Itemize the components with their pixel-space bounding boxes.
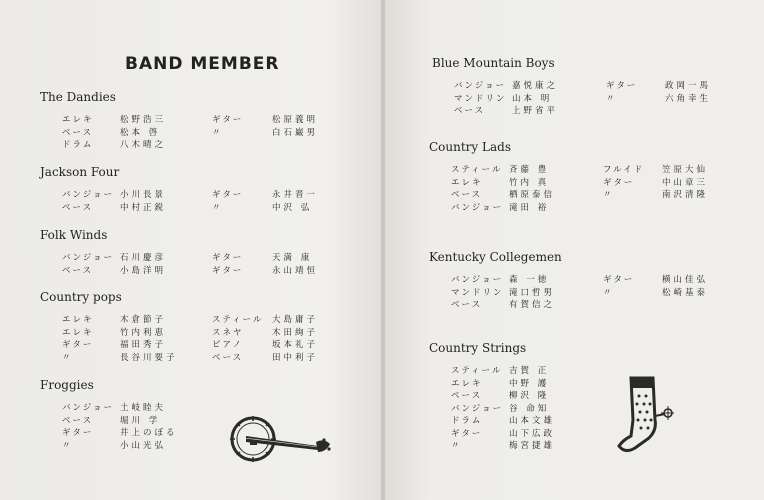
member-name: 嘉悦康之 <box>512 81 559 91</box>
instrument: マンドリン <box>451 287 504 298</box>
banjo-icon <box>226 412 336 472</box>
instrument: エレキ <box>62 115 94 125</box>
member-row <box>429 427 556 440</box>
band-block <box>40 165 319 213</box>
band-name: Country Strings <box>429 341 527 355</box>
instrument: スティール <box>451 366 503 376</box>
member-name: 井上のぼる <box>120 428 178 438</box>
member-name: 斉藤 豊 <box>509 165 550 175</box>
member-name: 政岡一馬 <box>665 81 712 91</box>
member-row <box>40 326 319 339</box>
instrument: フルイド <box>603 165 645 175</box>
member-name: 栖原泰信 <box>509 190 556 200</box>
member-name: 福田秀子 <box>120 340 167 350</box>
member-name: 大島庸子 <box>272 315 319 325</box>
band-name: Jackson Four <box>40 165 120 179</box>
member-row <box>40 401 167 414</box>
member-row <box>40 338 319 351</box>
member-name: 山本 明 <box>512 93 553 104</box>
band-block <box>429 250 709 311</box>
member-row <box>429 286 709 299</box>
member-row <box>40 126 319 139</box>
member-row <box>429 402 550 415</box>
member-row <box>40 414 161 427</box>
member-name: 六角幸生 <box>665 93 712 104</box>
member-name: 滝田 裕 <box>509 202 550 213</box>
member-name: 中村正鋭 <box>120 202 167 213</box>
instrument: ピアノ <box>212 340 243 350</box>
instrument: マンドリン <box>454 93 507 104</box>
band-name: The Dandies <box>40 90 116 104</box>
member-name: 坂本礼子 <box>272 340 319 350</box>
instrument: ギター <box>212 253 244 263</box>
member-name: 木田絢子 <box>272 327 319 338</box>
member-row <box>429 188 709 201</box>
instrument: バンジョー <box>454 81 507 91</box>
instrument: エレキ <box>451 378 483 389</box>
instrument: ギター <box>212 190 244 200</box>
member-row <box>40 313 319 326</box>
page-title: BAND MEMBER <box>125 54 280 74</box>
member-row <box>40 351 319 364</box>
instrument: スティール <box>212 315 264 325</box>
member-name: 竹内利恵 <box>120 327 167 338</box>
member-name: 中沢 弘 <box>272 202 313 213</box>
member-name: 木倉節子 <box>120 315 167 325</box>
member-row <box>429 377 550 390</box>
member-row <box>429 176 709 189</box>
member-name: 梅宮捷雄 <box>509 441 556 451</box>
member-name: 天満 康 <box>272 253 313 263</box>
instrument: バンジョー <box>451 275 504 285</box>
member-name: 田中利子 <box>272 352 319 363</box>
member-name: 山本文雄 <box>509 416 556 426</box>
member-row <box>40 201 313 214</box>
member-name: 松野浩三 <box>120 115 167 125</box>
instrument: ギター <box>603 177 635 188</box>
member-name: 竹内 真 <box>509 177 550 188</box>
instrument: ベース <box>62 127 94 138</box>
band-name: Country pops <box>40 290 122 304</box>
band-block <box>40 228 319 276</box>
member-row <box>429 298 562 311</box>
instrument: ベース <box>62 202 94 213</box>
member-name: 南沢清隆 <box>662 190 709 200</box>
band-name: Folk Winds <box>40 228 108 242</box>
member-name: 堀川 学 <box>120 415 161 426</box>
member-name: 石川慶彦 <box>120 253 167 263</box>
instrument: ベース <box>454 106 486 116</box>
right-page <box>385 0 764 500</box>
member-row <box>40 439 167 452</box>
instrument: ギター <box>62 340 94 350</box>
instrument: 〃 <box>62 352 73 363</box>
member-row <box>432 79 712 92</box>
band-block <box>40 90 319 151</box>
instrument: ギター <box>603 275 635 285</box>
member-name: 中野 護 <box>509 378 550 389</box>
member-row <box>429 414 556 427</box>
instrument: スネヤ <box>212 327 244 338</box>
instrument: バンジョー <box>62 253 115 263</box>
member-row <box>40 138 167 151</box>
member-row <box>429 201 550 214</box>
member-row <box>429 163 709 176</box>
member-name: 小山光弘 <box>120 440 167 451</box>
band-name: Kentucky Collegemen <box>429 250 562 264</box>
instrument: ベース <box>62 265 94 276</box>
member-row <box>40 264 319 277</box>
instrument: スティール <box>451 165 503 175</box>
member-row <box>429 273 709 286</box>
instrument: ギター <box>212 115 244 125</box>
instrument: ベース <box>451 300 483 310</box>
member-row <box>432 92 712 105</box>
band-name: Froggies <box>40 378 94 392</box>
instrument: ベース <box>62 415 94 426</box>
instrument: ギター <box>62 428 94 438</box>
instrument: エレキ <box>62 327 94 338</box>
member-name: 土岐睦夫 <box>120 403 167 413</box>
member-name: 松原義明 <box>272 115 319 125</box>
instrument: ベース <box>451 391 483 401</box>
member-row <box>429 364 550 377</box>
member-name: 谷 命知 <box>509 403 550 414</box>
member-name: 白石巌男 <box>272 127 319 138</box>
instrument: 〃 <box>603 287 614 298</box>
instrument: バンジョー <box>451 403 504 414</box>
band-block <box>429 341 556 452</box>
member-row <box>40 188 319 201</box>
member-row <box>432 104 559 117</box>
band-block <box>429 140 709 213</box>
band-block <box>40 290 319 363</box>
member-name: 永井晋一 <box>272 190 319 200</box>
instrument: エレキ <box>451 177 483 188</box>
instrument: 〃 <box>451 441 462 451</box>
left-page <box>0 0 381 500</box>
member-name: 中山章三 <box>662 177 709 188</box>
instrument: 〃 <box>212 202 223 213</box>
instrument: ギター <box>451 428 483 439</box>
member-row <box>40 113 319 126</box>
instrument: ギター <box>606 81 638 91</box>
instrument: ベース <box>212 352 244 363</box>
band-name: Blue Mountain Boys <box>432 56 555 70</box>
instrument: バンジョー <box>451 202 504 213</box>
instrument: バンジョー <box>62 403 115 413</box>
member-name: 山下広政 <box>509 428 556 439</box>
instrument: ベース <box>451 190 483 200</box>
member-name: 永山靖恒 <box>272 265 319 276</box>
instrument: 〃 <box>606 93 617 104</box>
member-name: 上野省平 <box>512 106 559 116</box>
band-name: Country Lads <box>429 140 511 154</box>
instrument: 〃 <box>603 190 614 200</box>
member-row <box>40 426 178 439</box>
instrument: 〃 <box>212 127 223 138</box>
instrument: エレキ <box>62 315 94 325</box>
instrument: 〃 <box>62 440 73 451</box>
member-name: 長谷川要子 <box>120 352 178 363</box>
member-name: 滝口哲男 <box>509 287 556 298</box>
member-name: 笠原大仙 <box>662 165 709 175</box>
member-name: 森 一徳 <box>509 275 550 285</box>
instrument: ドラム <box>451 416 483 426</box>
instrument: ギター <box>212 265 244 276</box>
band-block <box>432 56 712 117</box>
member-name: 吉賀 正 <box>509 366 550 376</box>
member-name: 松崎基泰 <box>662 287 709 298</box>
member-row <box>429 389 550 402</box>
member-name: 有賀信之 <box>509 300 556 310</box>
cowboy-boot-icon <box>613 374 675 456</box>
member-name: 小島洋明 <box>120 265 167 276</box>
member-name: 八木晴之 <box>120 140 167 150</box>
member-name: 柳沢 隆 <box>509 391 550 401</box>
band-block <box>40 378 178 451</box>
member-row <box>40 251 313 264</box>
member-name: 横山佳弘 <box>662 275 709 285</box>
instrument: バンジョー <box>62 190 115 200</box>
member-row <box>429 439 556 452</box>
instrument: ドラム <box>62 140 94 150</box>
member-name: 小川長景 <box>120 190 167 200</box>
member-name: 松本 啓 <box>120 127 161 138</box>
